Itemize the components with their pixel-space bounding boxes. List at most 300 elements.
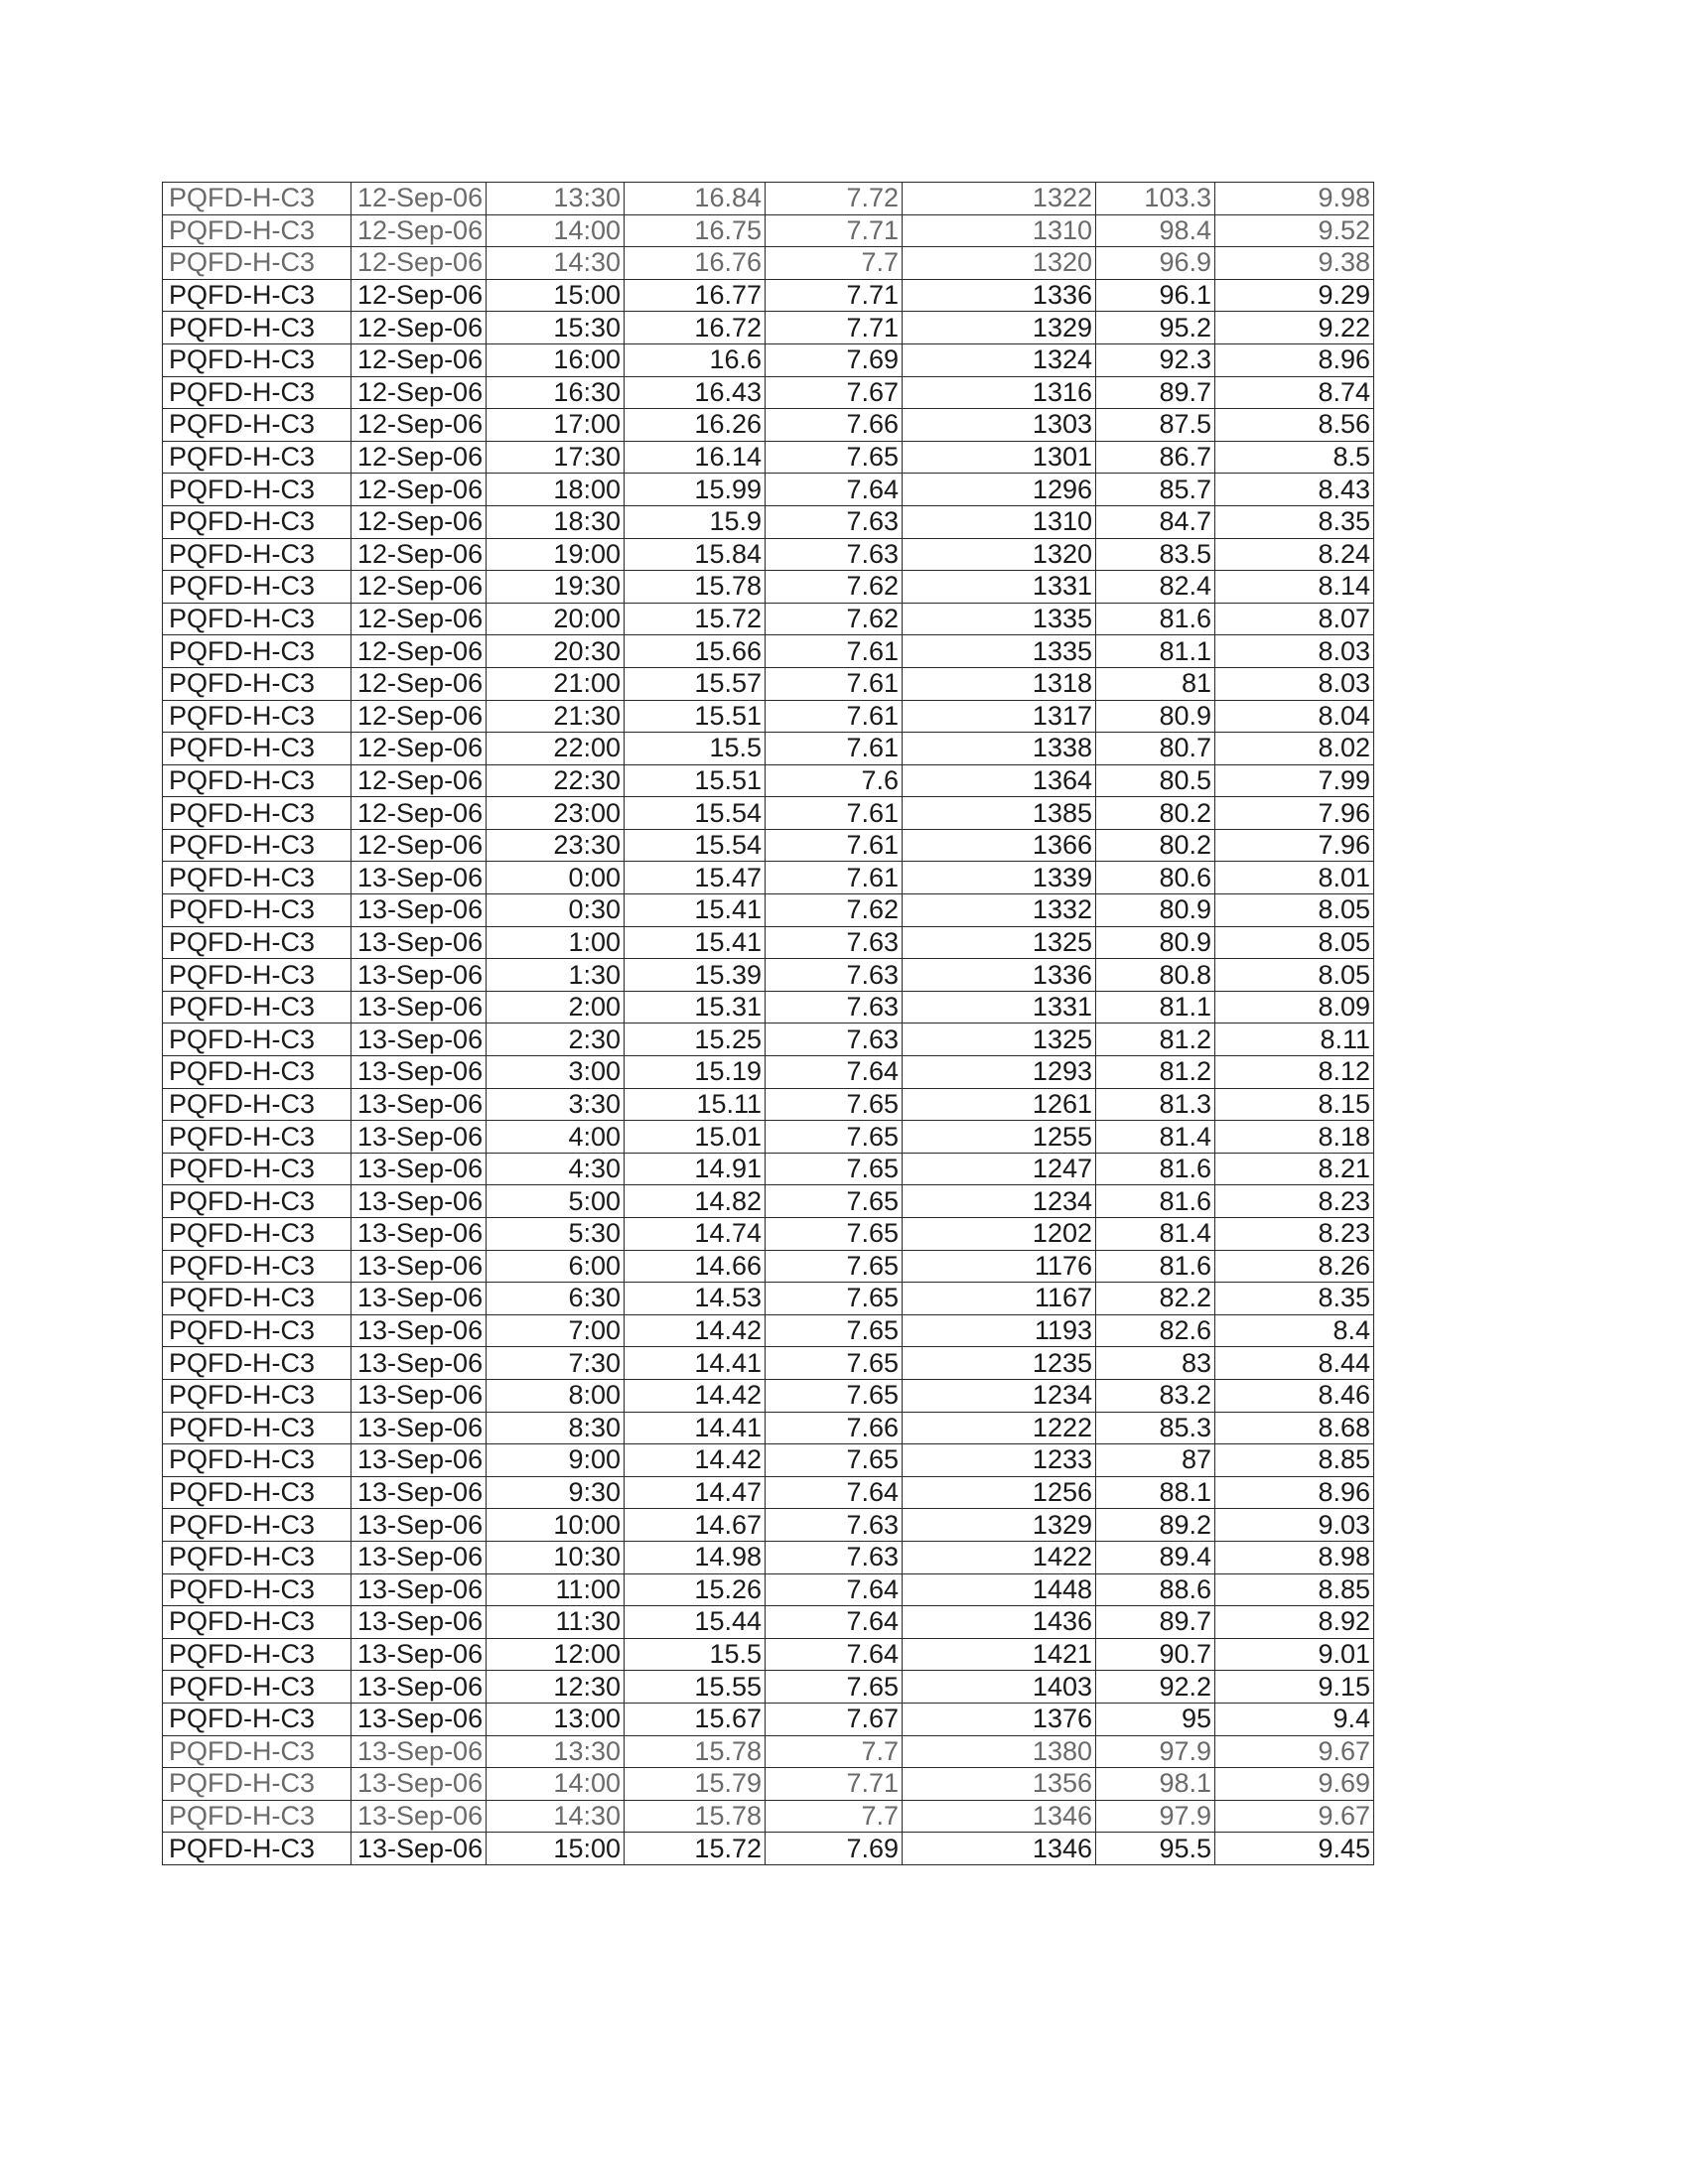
site-id-cell: PQFD-H-C3 [163,603,351,635]
date-cell: 13-Sep-06 [351,1833,487,1865]
value-2-cell: 7.65 [766,1250,903,1283]
site-id-cell: PQFD-H-C3 [163,1153,351,1185]
value-5-cell: 8.96 [1215,343,1374,376]
date-cell: 13-Sep-06 [351,1056,487,1089]
value-3-cell: 1376 [903,1703,1096,1735]
value-1-cell: 15.78 [625,1800,766,1833]
value-2-cell: 7.65 [766,1185,903,1218]
table-row [163,1283,1374,1315]
value-1-cell: 14.91 [625,1153,766,1185]
value-3-cell: 1366 [903,829,1096,862]
value-1-cell: 15.72 [625,1833,766,1865]
value-5-cell: 9.52 [1215,214,1374,247]
table-row [163,1476,1374,1509]
value-1-cell: 15.84 [625,538,766,571]
site-id-cell: PQFD-H-C3 [163,214,351,247]
table-row [163,764,1374,797]
value-3-cell: 1324 [903,343,1096,376]
site-id-cell: PQFD-H-C3 [163,926,351,959]
time-cell: 19:00 [487,538,625,571]
value-4-cell: 80.9 [1096,700,1215,733]
value-1-cell: 14.41 [625,1347,766,1380]
value-4-cell: 82.6 [1096,1314,1215,1347]
value-1-cell: 14.53 [625,1283,766,1315]
value-5-cell: 8.44 [1215,1347,1374,1380]
site-id-cell: PQFD-H-C3 [163,1444,351,1477]
value-2-cell: 7.64 [766,1606,903,1639]
value-3-cell: 1320 [903,538,1096,571]
table-row [163,667,1374,700]
time-cell: 21:30 [487,700,625,733]
site-id-cell: PQFD-H-C3 [163,862,351,894]
value-2-cell: 7.61 [766,797,903,830]
date-cell: 13-Sep-06 [351,1153,487,1185]
time-cell: 23:30 [487,829,625,862]
date-cell: 13-Sep-06 [351,1444,487,1477]
site-id-cell: PQFD-H-C3 [163,1088,351,1121]
table-row [163,505,1374,538]
time-cell: 16:30 [487,376,625,409]
table-row [163,1153,1374,1185]
value-4-cell: 81 [1096,667,1215,700]
site-id-cell: PQFD-H-C3 [163,1056,351,1089]
value-4-cell: 95.2 [1096,312,1215,344]
table-row [163,1218,1374,1251]
time-cell: 15:00 [487,1833,625,1865]
value-5-cell: 9.4 [1215,1703,1374,1735]
site-id-cell: PQFD-H-C3 [163,1606,351,1639]
value-5-cell: 7.99 [1215,764,1374,797]
date-cell: 13-Sep-06 [351,1476,487,1509]
value-2-cell: 7.69 [766,343,903,376]
value-1-cell: 15.11 [625,1088,766,1121]
value-1-cell: 14.66 [625,1250,766,1283]
value-3-cell: 1255 [903,1121,1096,1154]
site-id-cell: PQFD-H-C3 [163,829,351,862]
value-3-cell: 1303 [903,409,1096,442]
date-cell: 13-Sep-06 [351,894,487,927]
site-id-cell: PQFD-H-C3 [163,1121,351,1154]
value-2-cell: 7.65 [766,1379,903,1412]
value-5-cell: 9.38 [1215,247,1374,280]
date-cell: 13-Sep-06 [351,1088,487,1121]
table-row [163,1800,1374,1833]
date-cell: 13-Sep-06 [351,1606,487,1639]
value-5-cell: 8.11 [1215,1024,1374,1056]
value-3-cell: 1331 [903,571,1096,604]
site-id-cell: PQFD-H-C3 [163,1735,351,1768]
site-id-cell: PQFD-H-C3 [163,797,351,830]
table-row [163,247,1374,280]
value-1-cell: 15.5 [625,1638,766,1671]
table-row [163,214,1374,247]
value-3-cell: 1421 [903,1638,1096,1671]
value-5-cell: 9.67 [1215,1735,1374,1768]
value-5-cell: 8.85 [1215,1444,1374,1477]
value-2-cell: 7.63 [766,505,903,538]
value-4-cell: 83.5 [1096,538,1215,571]
table-row [163,991,1374,1024]
value-1-cell: 15.54 [625,797,766,830]
site-id-cell: PQFD-H-C3 [163,1314,351,1347]
value-1-cell: 16.77 [625,279,766,312]
value-4-cell: 89.2 [1096,1509,1215,1542]
time-cell: 16:00 [487,343,625,376]
value-1-cell: 16.75 [625,214,766,247]
value-5-cell: 7.96 [1215,829,1374,862]
date-cell: 12-Sep-06 [351,279,487,312]
date-cell: 12-Sep-06 [351,764,487,797]
time-cell: 11:00 [487,1573,625,1606]
value-5-cell: 8.18 [1215,1121,1374,1154]
date-cell: 13-Sep-06 [351,1573,487,1606]
table-row [163,1185,1374,1218]
site-id-cell: PQFD-H-C3 [163,1218,351,1251]
time-cell: 6:30 [487,1283,625,1315]
value-4-cell: 87.5 [1096,409,1215,442]
table-row [163,1606,1374,1639]
site-id-cell: PQFD-H-C3 [163,894,351,927]
date-cell: 13-Sep-06 [351,1671,487,1704]
value-5-cell: 8.09 [1215,991,1374,1024]
value-4-cell: 83 [1096,1347,1215,1380]
table-row [163,797,1374,830]
value-2-cell: 7.64 [766,474,903,506]
value-2-cell: 7.7 [766,1800,903,1833]
value-4-cell: 81.2 [1096,1024,1215,1056]
table-row [163,1573,1374,1606]
value-3-cell: 1261 [903,1088,1096,1121]
table-row [163,700,1374,733]
value-2-cell: 7.65 [766,1283,903,1315]
time-cell: 14:30 [487,1800,625,1833]
site-id-cell: PQFD-H-C3 [163,279,351,312]
site-id-cell: PQFD-H-C3 [163,733,351,765]
value-1-cell: 16.84 [625,183,766,215]
site-id-cell: PQFD-H-C3 [163,1703,351,1735]
value-4-cell: 82.2 [1096,1283,1215,1315]
table-row [163,312,1374,344]
value-2-cell: 7.65 [766,1314,903,1347]
value-1-cell: 15.51 [625,700,766,733]
value-1-cell: 14.42 [625,1444,766,1477]
time-cell: 13:00 [487,1703,625,1735]
table-row [163,635,1374,668]
value-3-cell: 1380 [903,1735,1096,1768]
value-5-cell: 9.69 [1215,1768,1374,1801]
date-cell: 12-Sep-06 [351,571,487,604]
value-3-cell: 1316 [903,376,1096,409]
date-cell: 13-Sep-06 [351,991,487,1024]
value-1-cell: 15.44 [625,1606,766,1639]
time-cell: 23:00 [487,797,625,830]
value-5-cell: 8.03 [1215,667,1374,700]
value-3-cell: 1234 [903,1185,1096,1218]
value-1-cell: 15.79 [625,1768,766,1801]
time-cell: 0:00 [487,862,625,894]
date-cell: 12-Sep-06 [351,214,487,247]
value-5-cell: 8.14 [1215,571,1374,604]
value-3-cell: 1256 [903,1476,1096,1509]
date-cell: 12-Sep-06 [351,409,487,442]
site-id-cell: PQFD-H-C3 [163,505,351,538]
value-1-cell: 15.41 [625,894,766,927]
date-cell: 13-Sep-06 [351,1185,487,1218]
date-cell: 12-Sep-06 [351,441,487,474]
value-3-cell: 1222 [903,1412,1096,1444]
value-2-cell: 7.67 [766,1703,903,1735]
value-2-cell: 7.61 [766,862,903,894]
time-cell: 4:00 [487,1121,625,1154]
value-5-cell: 8.07 [1215,603,1374,635]
table-row [163,279,1374,312]
time-cell: 14:00 [487,1768,625,1801]
value-1-cell: 14.42 [625,1379,766,1412]
site-id-cell: PQFD-H-C3 [163,247,351,280]
value-5-cell: 8.04 [1215,700,1374,733]
site-id-cell: PQFD-H-C3 [163,474,351,506]
value-4-cell: 81.6 [1096,1250,1215,1283]
value-1-cell: 15.66 [625,635,766,668]
table-row [163,1347,1374,1380]
value-3-cell: 1346 [903,1833,1096,1865]
value-2-cell: 7.66 [766,1412,903,1444]
value-1-cell: 15.55 [625,1671,766,1704]
date-cell: 12-Sep-06 [351,376,487,409]
value-4-cell: 95.5 [1096,1833,1215,1865]
value-4-cell: 96.9 [1096,247,1215,280]
date-cell: 12-Sep-06 [351,700,487,733]
value-2-cell: 7.66 [766,409,903,442]
value-2-cell: 7.67 [766,376,903,409]
time-cell: 5:30 [487,1218,625,1251]
table-row [163,1121,1374,1154]
value-2-cell: 7.7 [766,247,903,280]
date-cell: 13-Sep-06 [351,1121,487,1154]
date-cell: 12-Sep-06 [351,247,487,280]
value-4-cell: 95 [1096,1703,1215,1735]
value-5-cell: 8.4 [1215,1314,1374,1347]
value-1-cell: 14.41 [625,1412,766,1444]
value-3-cell: 1436 [903,1606,1096,1639]
value-5-cell: 9.03 [1215,1509,1374,1542]
time-cell: 6:00 [487,1250,625,1283]
value-5-cell: 8.92 [1215,1606,1374,1639]
site-id-cell: PQFD-H-C3 [163,1671,351,1704]
value-4-cell: 86.7 [1096,441,1215,474]
site-id-cell: PQFD-H-C3 [163,1283,351,1315]
table-row [163,1671,1374,1704]
value-4-cell: 92.3 [1096,343,1215,376]
value-5-cell: 8.35 [1215,1283,1374,1315]
site-id-cell: PQFD-H-C3 [163,312,351,344]
value-5-cell: 8.85 [1215,1573,1374,1606]
value-4-cell: 84.7 [1096,505,1215,538]
time-cell: 18:00 [487,474,625,506]
value-3-cell: 1301 [903,441,1096,474]
value-4-cell: 81.2 [1096,1056,1215,1089]
value-4-cell: 98.4 [1096,214,1215,247]
time-cell: 22:00 [487,733,625,765]
value-3-cell: 1317 [903,700,1096,733]
table-row [163,1768,1374,1801]
value-5-cell: 9.01 [1215,1638,1374,1671]
date-cell: 12-Sep-06 [351,733,487,765]
value-1-cell: 15.51 [625,764,766,797]
value-1-cell: 14.42 [625,1314,766,1347]
value-2-cell: 7.64 [766,1476,903,1509]
table-body [163,183,1374,1865]
value-5-cell: 8.21 [1215,1153,1374,1185]
value-2-cell: 7.64 [766,1573,903,1606]
site-id-cell: PQFD-H-C3 [163,1476,351,1509]
time-cell: 0:30 [487,894,625,927]
value-5-cell: 8.96 [1215,1476,1374,1509]
value-2-cell: 7.65 [766,1121,903,1154]
table-row [163,733,1374,765]
date-cell: 12-Sep-06 [351,603,487,635]
value-2-cell: 7.65 [766,1218,903,1251]
site-id-cell: PQFD-H-C3 [163,1379,351,1412]
value-4-cell: 92.2 [1096,1671,1215,1704]
site-id-cell: PQFD-H-C3 [163,441,351,474]
table-row [163,1250,1374,1283]
value-4-cell: 80.2 [1096,797,1215,830]
value-5-cell: 8.35 [1215,505,1374,538]
value-1-cell: 15.99 [625,474,766,506]
date-cell: 13-Sep-06 [351,1218,487,1251]
table-row [163,862,1374,894]
date-cell: 13-Sep-06 [351,1250,487,1283]
table-row [163,1088,1374,1121]
table-row [163,829,1374,862]
value-4-cell: 83.2 [1096,1379,1215,1412]
value-2-cell: 7.63 [766,538,903,571]
time-cell: 12:30 [487,1671,625,1704]
time-cell: 1:00 [487,926,625,959]
value-3-cell: 1346 [903,1800,1096,1833]
table-row [163,474,1374,506]
date-cell: 13-Sep-06 [351,1703,487,1735]
site-id-cell: PQFD-H-C3 [163,959,351,992]
value-5-cell: 8.5 [1215,441,1374,474]
value-3-cell: 1336 [903,959,1096,992]
value-1-cell: 15.78 [625,1735,766,1768]
value-3-cell: 1335 [903,635,1096,668]
value-4-cell: 89.7 [1096,376,1215,409]
value-4-cell: 81.6 [1096,1185,1215,1218]
value-3-cell: 1325 [903,926,1096,959]
time-cell: 2:00 [487,991,625,1024]
value-4-cell: 97.9 [1096,1735,1215,1768]
value-4-cell: 80.2 [1096,829,1215,862]
value-4-cell: 80.5 [1096,764,1215,797]
site-id-cell: PQFD-H-C3 [163,1509,351,1542]
value-5-cell: 8.05 [1215,894,1374,927]
time-cell: 14:00 [487,214,625,247]
value-1-cell: 16.26 [625,409,766,442]
value-2-cell: 7.63 [766,1541,903,1573]
value-3-cell: 1356 [903,1768,1096,1801]
value-2-cell: 7.65 [766,1671,903,1704]
table-row [163,926,1374,959]
value-4-cell: 85.7 [1096,474,1215,506]
value-4-cell: 82.4 [1096,571,1215,604]
value-1-cell: 15.19 [625,1056,766,1089]
table-row [163,538,1374,571]
value-5-cell: 8.56 [1215,409,1374,442]
table-row [163,959,1374,992]
value-3-cell: 1385 [903,797,1096,830]
value-2-cell: 7.71 [766,214,903,247]
value-3-cell: 1338 [903,733,1096,765]
date-cell: 13-Sep-06 [351,1735,487,1768]
value-3-cell: 1325 [903,1024,1096,1056]
date-cell: 13-Sep-06 [351,1024,487,1056]
value-3-cell: 1329 [903,312,1096,344]
time-cell: 10:00 [487,1509,625,1542]
time-cell: 17:00 [487,409,625,442]
value-2-cell: 7.61 [766,700,903,733]
value-4-cell: 89.7 [1096,1606,1215,1639]
date-cell: 12-Sep-06 [351,474,487,506]
time-cell: 10:30 [487,1541,625,1573]
date-cell: 13-Sep-06 [351,1379,487,1412]
value-4-cell: 80.8 [1096,959,1215,992]
value-5-cell: 9.29 [1215,279,1374,312]
value-2-cell: 7.63 [766,959,903,992]
value-3-cell: 1331 [903,991,1096,1024]
value-1-cell: 14.82 [625,1185,766,1218]
value-5-cell: 9.98 [1215,183,1374,215]
table-row [163,571,1374,604]
date-cell: 13-Sep-06 [351,1314,487,1347]
value-3-cell: 1193 [903,1314,1096,1347]
value-2-cell: 7.61 [766,635,903,668]
value-2-cell: 7.62 [766,571,903,604]
site-id-cell: PQFD-H-C3 [163,1541,351,1573]
value-4-cell: 88.1 [1096,1476,1215,1509]
value-1-cell: 15.41 [625,926,766,959]
value-2-cell: 7.69 [766,1833,903,1865]
value-4-cell: 81.4 [1096,1121,1215,1154]
value-3-cell: 1336 [903,279,1096,312]
table-row [163,1412,1374,1444]
time-cell: 3:00 [487,1056,625,1089]
value-1-cell: 15.67 [625,1703,766,1735]
value-4-cell: 90.7 [1096,1638,1215,1671]
time-cell: 13:30 [487,1735,625,1768]
date-cell: 13-Sep-06 [351,1638,487,1671]
value-5-cell: 8.98 [1215,1541,1374,1573]
value-1-cell: 15.78 [625,571,766,604]
date-cell: 13-Sep-06 [351,1541,487,1573]
time-cell: 18:30 [487,505,625,538]
value-5-cell: 9.22 [1215,312,1374,344]
value-1-cell: 14.47 [625,1476,766,1509]
table-row [163,1703,1374,1735]
date-cell: 12-Sep-06 [351,183,487,215]
table-row [163,376,1374,409]
date-cell: 13-Sep-06 [351,1768,487,1801]
site-id-cell: PQFD-H-C3 [163,1347,351,1380]
value-5-cell: 8.12 [1215,1056,1374,1089]
date-cell: 12-Sep-06 [351,667,487,700]
table-row [163,1379,1374,1412]
value-5-cell: 8.23 [1215,1185,1374,1218]
value-1-cell: 15.54 [625,829,766,862]
value-4-cell: 80.9 [1096,926,1215,959]
